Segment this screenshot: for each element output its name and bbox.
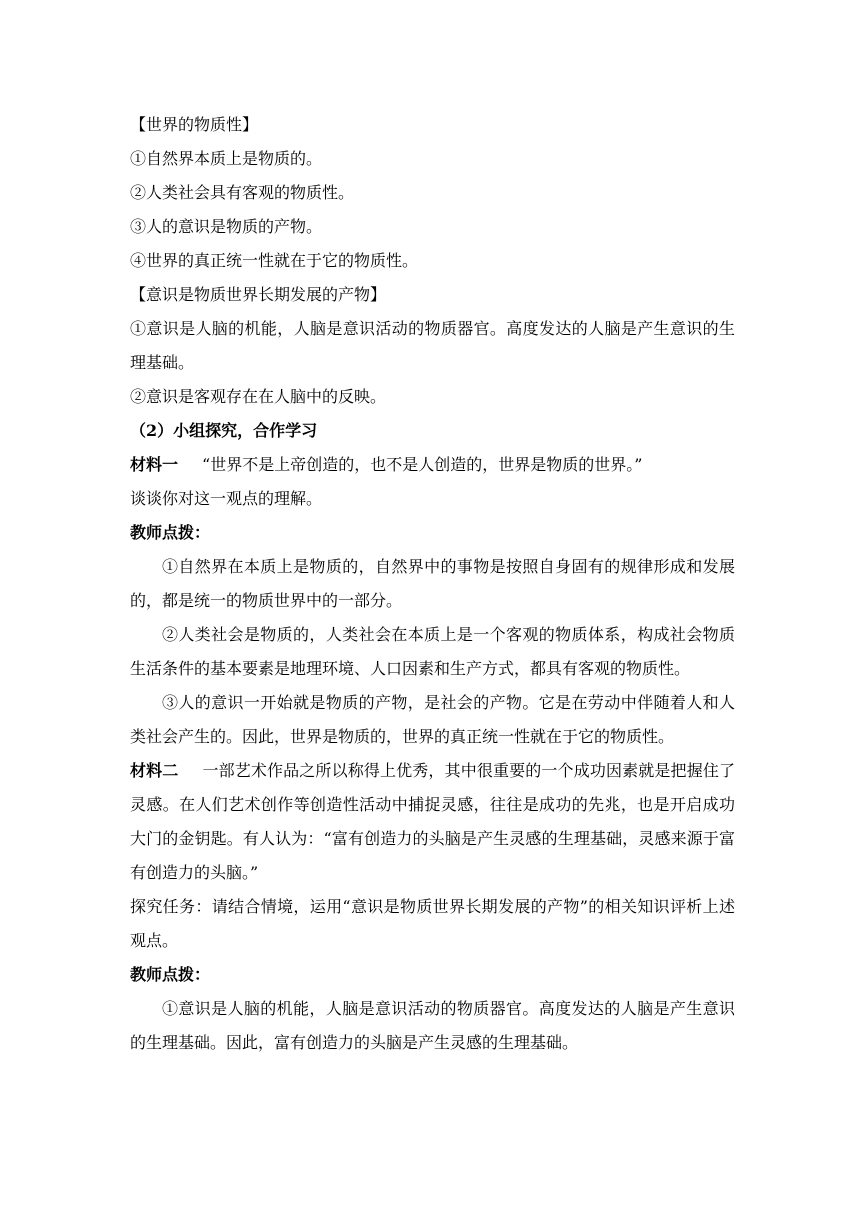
list-item: ②人类社会具有客观的物质性。 bbox=[130, 183, 355, 202]
section-heading-consciousness: 【意识是物质世界长期发展的产物】 bbox=[130, 285, 387, 304]
teacher-tip-point: ③人的意识一开始就是物质的产物，是社会的产物。它是在劳动中伴随着人和人类社会产生的。因此，世界是物质的，世界的真正统一性就在于它的物质性。 bbox=[130, 693, 735, 746]
section-heading-materiality: 【世界的物质性】 bbox=[130, 115, 259, 134]
material-two-text: 一部艺术作品之所以称得上优秀，其中很重要的一个成功因素就是把握住了灵感。在人们艺术创作等创造性活动中捕捉灵感，往往是成功的先兆，也是开启成功大门的金钥匙。有人认为：“富有创造力的头脑是产生灵感的生理基础，灵感来源于富有创造力的头脑。” bbox=[130, 761, 735, 882]
material-two bbox=[130, 754, 735, 890]
group-study-heading: （2）小组探究，合作学习 bbox=[130, 421, 318, 440]
material-one bbox=[130, 448, 735, 482]
document-body bbox=[130, 108, 735, 1060]
list-item: ③人的意识是物质的产物。 bbox=[130, 217, 323, 236]
material-two-label: 材料二 bbox=[130, 761, 179, 780]
list-item: ①意识是人脑的机能，人脑是意识活动的物质器官。高度发达的人脑是产生意识的生理基础。 bbox=[130, 319, 735, 372]
material-one-task: 谈谈你对这一观点的理解。 bbox=[130, 489, 323, 508]
teacher-tip-point: ①自然界在本质上是物质的，自然界中的事物是按照自身固有的规律形成和发展的，都是统一的物质世界中的一部分。 bbox=[130, 557, 735, 610]
list-item: ②意识是客观存在在人脑中的反映。 bbox=[130, 387, 387, 406]
teacher-tip-label: 教师点拨： bbox=[130, 523, 211, 542]
material-two-task: 探究任务：请结合情境，运用“意识是物质世界长期发展的产物”的相关知识评析上述观点。 bbox=[130, 897, 735, 950]
list-item: ①自然界本质上是物质的。 bbox=[130, 149, 323, 168]
list-item: ④世界的真正统一性就在于它的物质性。 bbox=[130, 251, 419, 270]
material-one-quote: “世界不是上帝创造的，也不是人创造的，世界是物质的世界。” bbox=[202, 455, 643, 474]
teacher-tip-point: ②人类社会是物质的，人类社会在本质上是一个客观的物质体系，构成社会物质生活条件的基本要素是地理环境、人口因素和生产方式，都具有客观的物质性。 bbox=[130, 625, 735, 678]
material-one-label: 材料一 bbox=[130, 455, 179, 474]
teacher-tip-point: ①意识是人脑的机能，人脑是意识活动的物质器官。高度发达的人脑是产生意识的生理基础。因此，富有创造力的头脑是产生灵感的生理基础。 bbox=[130, 999, 735, 1052]
teacher-tip-label: 教师点拨： bbox=[130, 965, 211, 984]
